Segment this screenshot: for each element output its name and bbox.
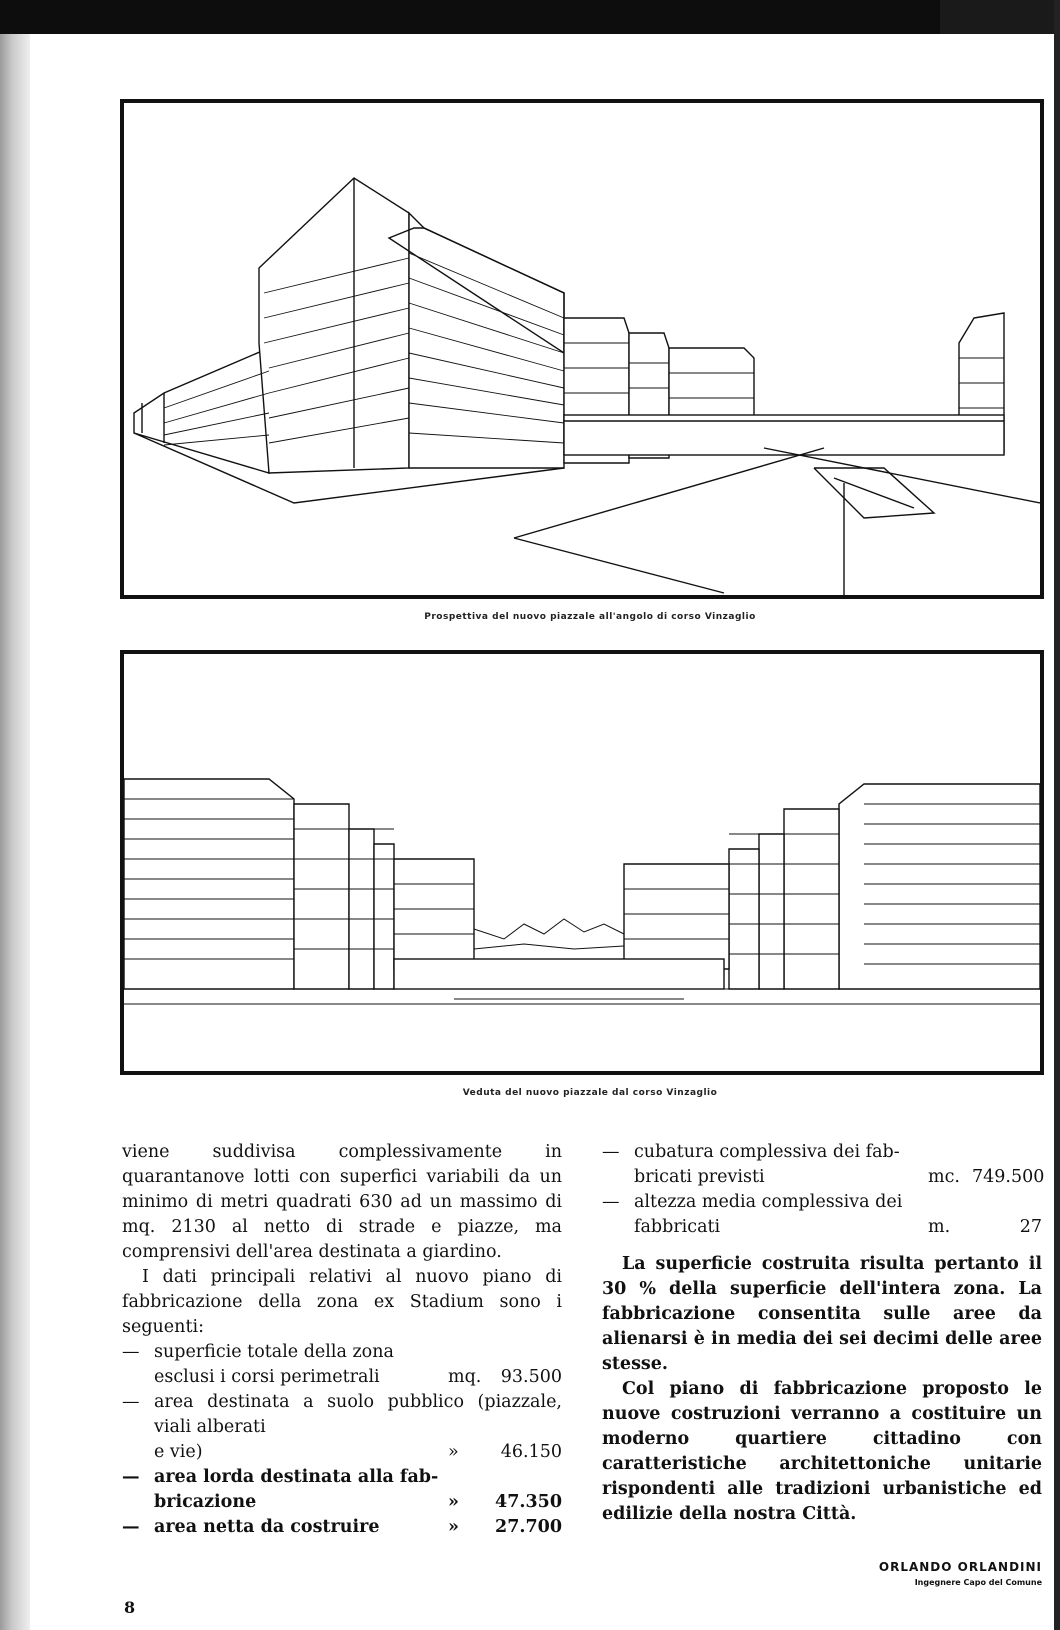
item-label: fabbricati: [634, 1217, 721, 1237]
perspective-illustration: [124, 103, 1040, 595]
data-list-item: [122, 1515, 562, 1540]
dash: —: [122, 1392, 140, 1412]
page-top-band: [0, 0, 1060, 34]
item-label: e vie): [154, 1442, 203, 1462]
item-unit: »: [448, 1442, 459, 1462]
item-label: superficie totale della zona: [154, 1342, 394, 1362]
item-value: 27: [1019, 1217, 1042, 1237]
item-value: 27.700: [495, 1517, 562, 1537]
item-value: 47.350: [495, 1492, 562, 1512]
item-unit: mq.: [448, 1367, 482, 1387]
paragraph: Col piano di fabbricazione proposto le nuove costruzioni verranno a costituire un moderno quartiere cittadino con caratteristiche architettoniche unitarie rispondenti alle tradizioni urbanistiche ed edilizie della nostra Città.: [602, 1379, 1042, 1524]
item-label: area lorda destinata alla fab-: [154, 1467, 439, 1487]
mountain-silhouette: [474, 919, 624, 949]
data-list-item: [122, 1340, 562, 1390]
data-list-item: [122, 1465, 562, 1515]
data-list-item: [122, 1390, 562, 1465]
author-title: Ingegnere Capo del Comune: [914, 1578, 1042, 1587]
figure-frontal-drawing: [120, 650, 1044, 1075]
page-right-edge: [1054, 0, 1060, 1630]
dash: —: [122, 1342, 140, 1362]
item-label: bricati previsti: [634, 1167, 765, 1187]
item-label: altezza media complessiva dei: [634, 1192, 903, 1212]
item-label: cubatura complessiva dei fab-: [634, 1142, 900, 1162]
paragraph: viene suddivisa complessivamente in quarantanove lotti con superfici variabili da un minimo di metri quadrati 630 ad un massimo di mq. 2130 al netto di strade e piazze, ma comprensivi dell'area destinata a giardino.: [122, 1142, 562, 1262]
item-unit: mc.: [928, 1167, 960, 1187]
figure-perspective-drawing: [120, 99, 1044, 599]
item-value: 93.500: [500, 1367, 562, 1387]
item-unit: »: [448, 1492, 459, 1512]
author-signature: [879, 1560, 1042, 1587]
frontal-illustration: [124, 654, 1040, 1071]
page-spine-shadow: [0, 0, 30, 1630]
dash: —: [122, 1517, 140, 1537]
item-label: bricazione: [154, 1492, 257, 1512]
item-unit: m.: [928, 1217, 951, 1237]
right-column: [602, 1140, 1045, 1527]
item-label: area destinata a suolo pubblico (piazzale, viali alberati: [154, 1392, 562, 1437]
author-name: ORLANDO ORLANDINI: [878, 1560, 1042, 1574]
paragraph: La superficie costruita risulta pertanto il 30 % della superficie dell'intera zona. La fabbricazione consentita sulle aree da alienarsi è in media dei sei decimi delle aree stesse.: [602, 1254, 1042, 1374]
page-number: 8: [124, 1598, 136, 1617]
figure-caption: Prospettiva del nuovo piazzale all'angolo di corso Vinzaglio: [424, 612, 756, 622]
dash: —: [602, 1142, 620, 1162]
item-unit: »: [448, 1517, 459, 1537]
dash: —: [122, 1467, 140, 1487]
item-value: 46.150: [500, 1442, 562, 1462]
item-label: esclusi i corsi perimetrali: [154, 1367, 380, 1387]
item-label: area netta da costruire: [154, 1517, 380, 1537]
item-value: 749.500: [972, 1167, 1045, 1187]
data-list-item: [602, 1140, 1045, 1190]
figure-caption: Veduta del nuovo piazzale dal corso Vinzaglio: [462, 1088, 718, 1098]
left-column: [122, 1140, 562, 1540]
paragraph: I dati principali relativi al nuovo piano di fabbricazione della zona ex Stadium sono i seguenti:: [122, 1267, 562, 1337]
dash: —: [602, 1192, 620, 1212]
data-list-item: [602, 1190, 1042, 1240]
